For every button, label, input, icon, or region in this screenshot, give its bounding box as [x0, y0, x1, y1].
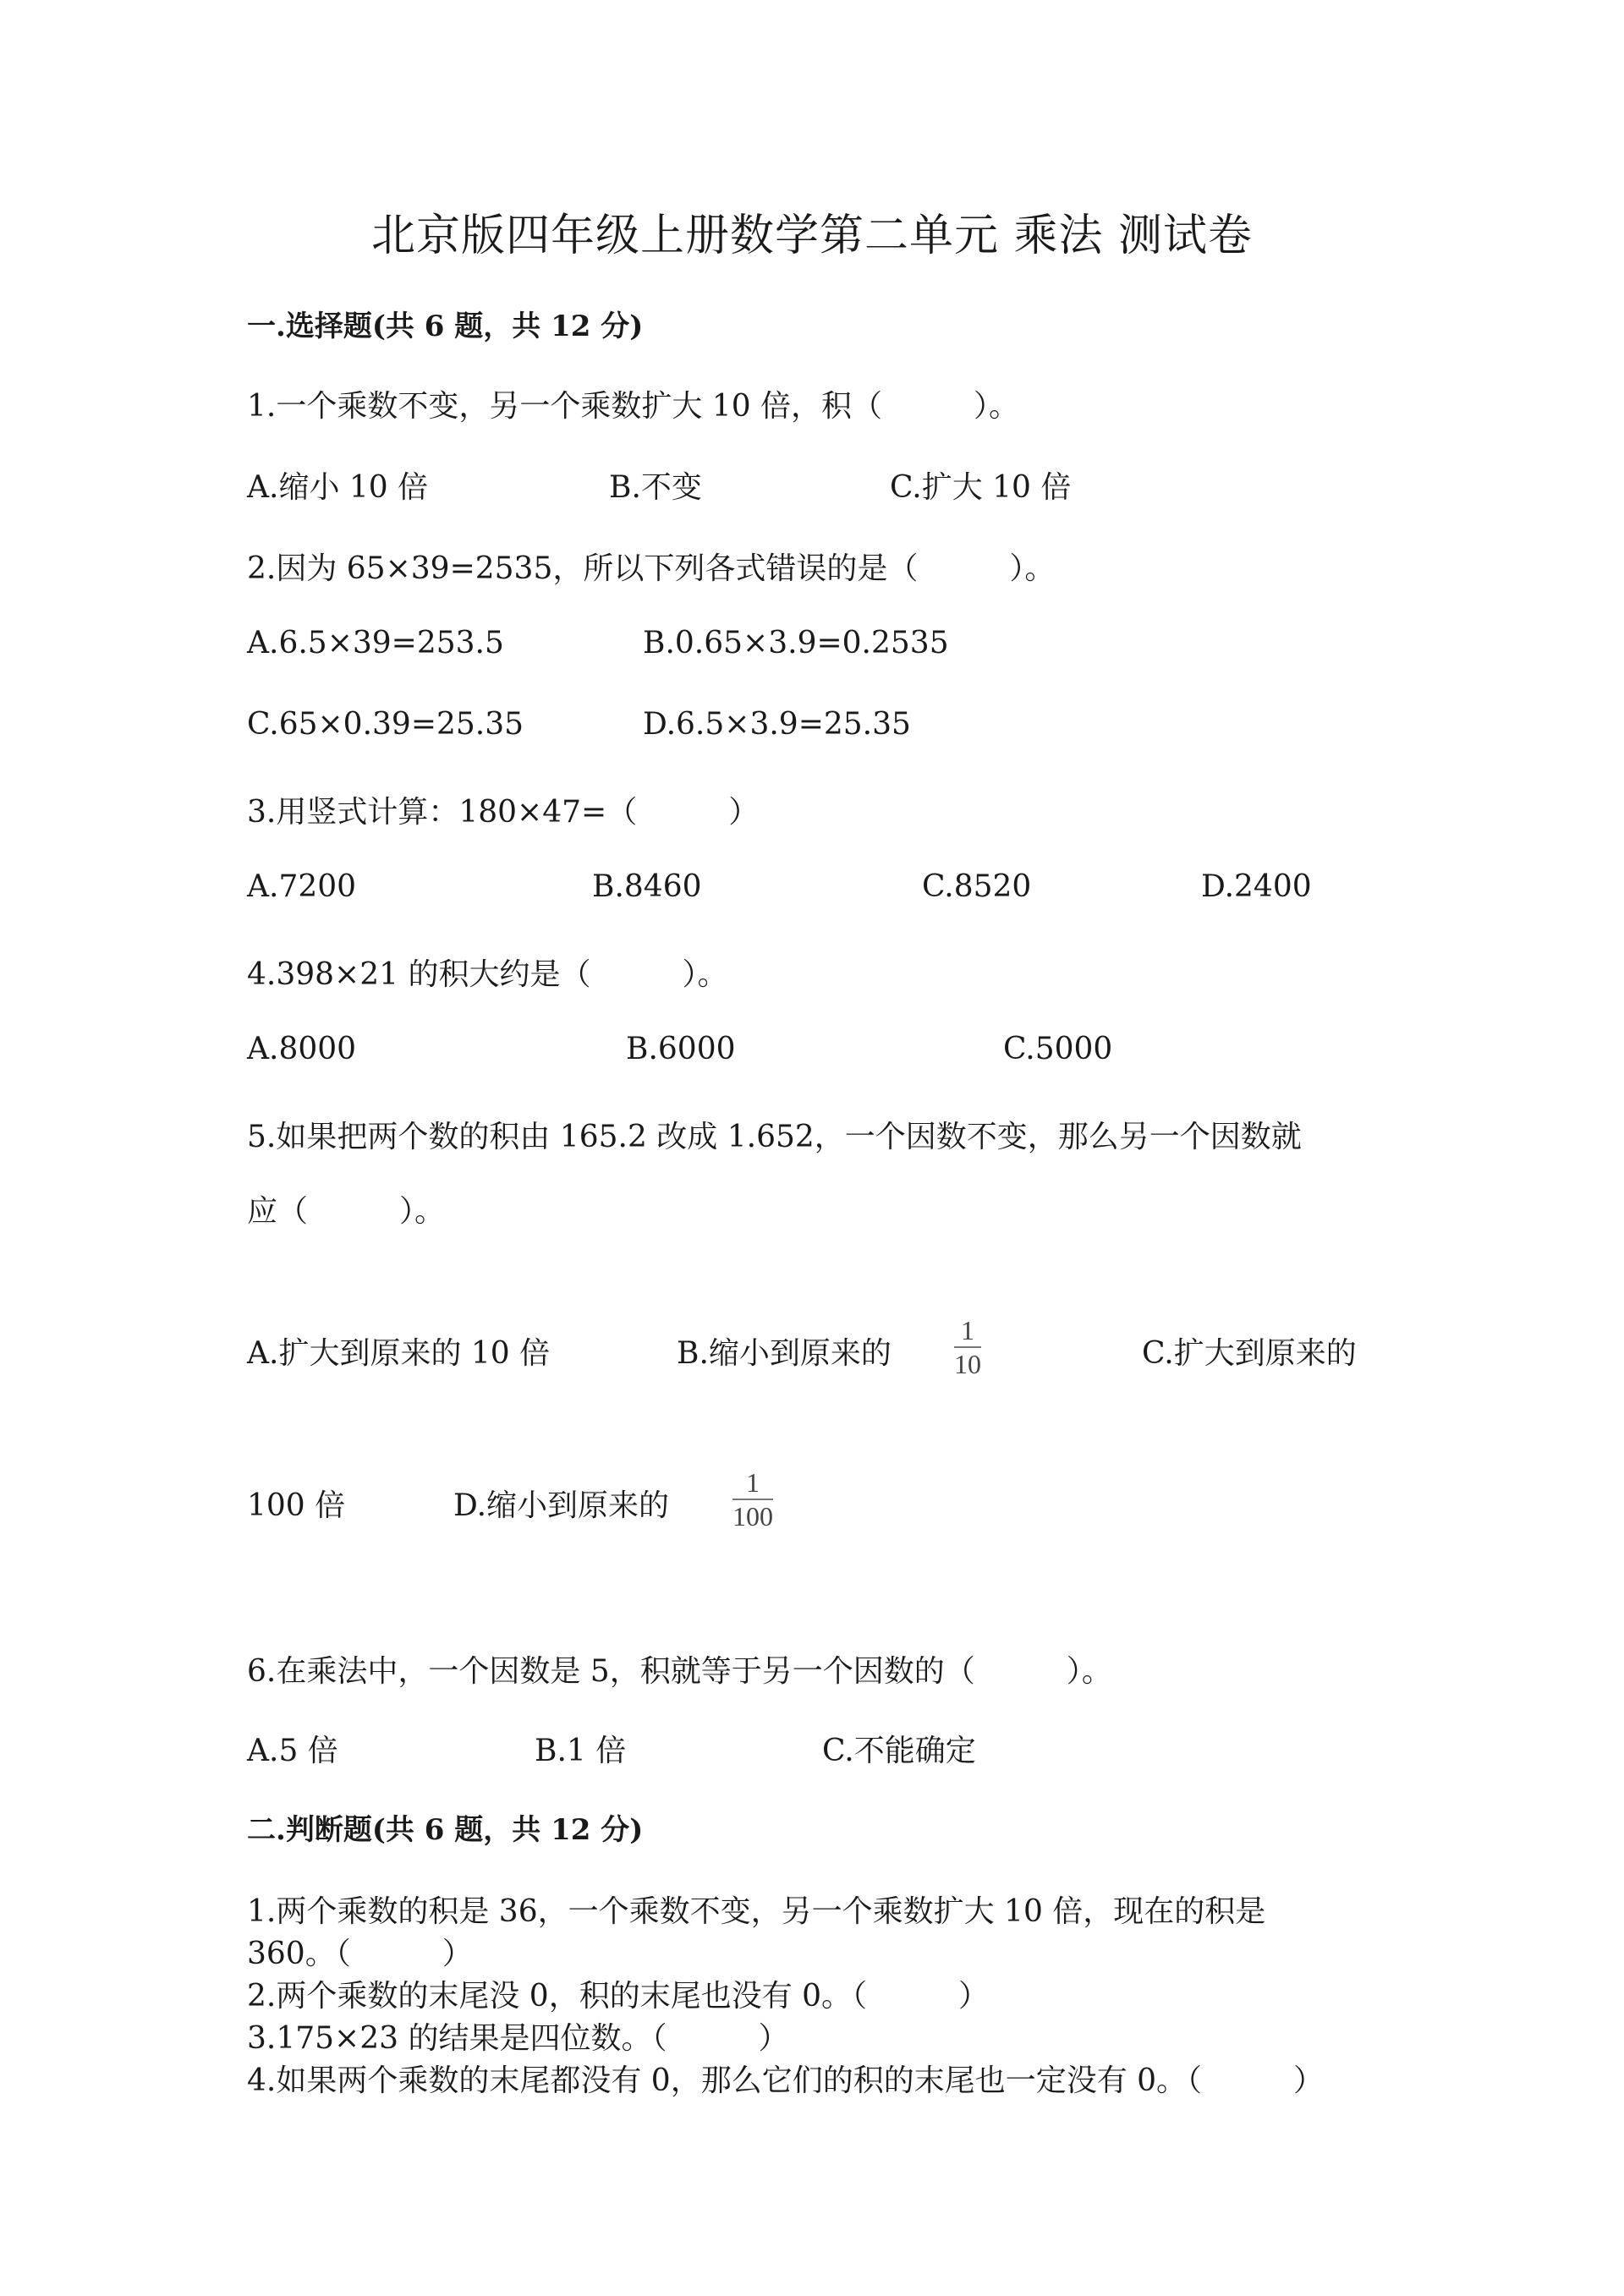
question-3-option-b: B.8460: [592, 869, 702, 904]
judgement-1-line2: 360。（ ）: [247, 1937, 473, 1971]
fraction-denominator: 10: [954, 1349, 981, 1379]
question-1-option-b: B.不变: [609, 470, 702, 505]
question-6-option-c: C.不能确定: [822, 1734, 976, 1768]
question-5-stem-line2: 应（ ）。: [247, 1194, 446, 1229]
question-5-stem-line1: 5.如果把两个数的积由 165.2 改成 1.652，一个因数不变，那么另一个因数就: [247, 1120, 1302, 1154]
question-3-option-d: D.2400: [1201, 869, 1312, 904]
question-6-option-a: A.5 倍: [247, 1734, 338, 1768]
question-3-option-a: A.7200: [247, 869, 357, 904]
judgement-4: 4.如果两个乘数的末尾都没有 0，那么它们的积的末尾也一定没有 0。（ ）: [247, 2063, 1325, 2098]
question-5-fraction-one-hundredth: [732, 1468, 773, 1531]
fraction-bar: [954, 1346, 981, 1348]
question-6-option-b: B.1 倍: [535, 1734, 627, 1768]
question-5-option-a: A.扩大到原来的 10 倍: [247, 1336, 551, 1371]
question-3-option-c: C.8520: [922, 869, 1032, 904]
question-5-option-d: D.缩小到原来的: [453, 1488, 670, 1523]
fraction-numerator: 1: [746, 1467, 760, 1498]
question-4-stem: 4.398×21 的积大约是（ ）。: [247, 957, 728, 992]
question-6-stem: 6.在乘法中，一个因数是 5，积就等于另一个因数的（ ）。: [247, 1654, 1112, 1689]
section-heading-choice: 一.选择题(共 6 题，共 12 分): [247, 310, 644, 343]
question-4-option-a: A.8000: [247, 1032, 357, 1066]
question-5-fraction-one-tenth: [954, 1316, 981, 1378]
question-5-option-c-continued: 100 倍: [247, 1488, 346, 1523]
question-1-option-c: C.扩大 10 倍: [890, 470, 1072, 505]
question-2-option-b: B.0.65×3.9=0.2535: [643, 626, 949, 660]
question-2-option-a: A.6.5×39=253.5: [247, 626, 504, 660]
question-1-stem: 1.一个乘数不变，另一个乘数扩大 10 倍，积（ ）。: [247, 389, 1020, 424]
question-4-option-b: B.6000: [626, 1032, 736, 1066]
question-4-option-c: C.5000: [1003, 1032, 1113, 1066]
question-5-option-c: C.扩大到原来的: [1142, 1336, 1357, 1371]
judgement-1-line1: 1.两个乘数的积是 36，一个乘数不变，另一个乘数扩大 10 倍，现在的积是: [247, 1894, 1266, 1929]
question-2-option-c: C.65×0.39=25.35: [247, 707, 524, 742]
question-5-option-b: B.缩小到原来的: [677, 1336, 892, 1371]
page-title: 北京版四年级上册数学第二单元 乘法 测试卷: [370, 211, 1254, 261]
fraction-numerator: 1: [961, 1315, 974, 1345]
judgement-2: 2.两个乘数的末尾没 0，积的末尾也没有 0。（ ）: [247, 1979, 990, 2014]
fraction-bar: [732, 1499, 773, 1500]
question-2-stem: 2.因为 65×39=2535，所以下列各式错误的是（ ）。: [247, 551, 1056, 586]
fraction-denominator: 100: [732, 1501, 773, 1532]
question-2-option-d: D.6.5×3.9=25.35: [643, 707, 911, 742]
judgement-3: 3.175×23 的结果是四位数。（ ）: [247, 2021, 789, 2056]
question-1-option-a: A.缩小 10 倍: [247, 470, 429, 505]
question-3-stem: 3.用竖式计算：180×47=（ ）: [247, 795, 760, 830]
section-heading-judgement: 二.判断题(共 6 题，共 12 分): [247, 1813, 644, 1847]
